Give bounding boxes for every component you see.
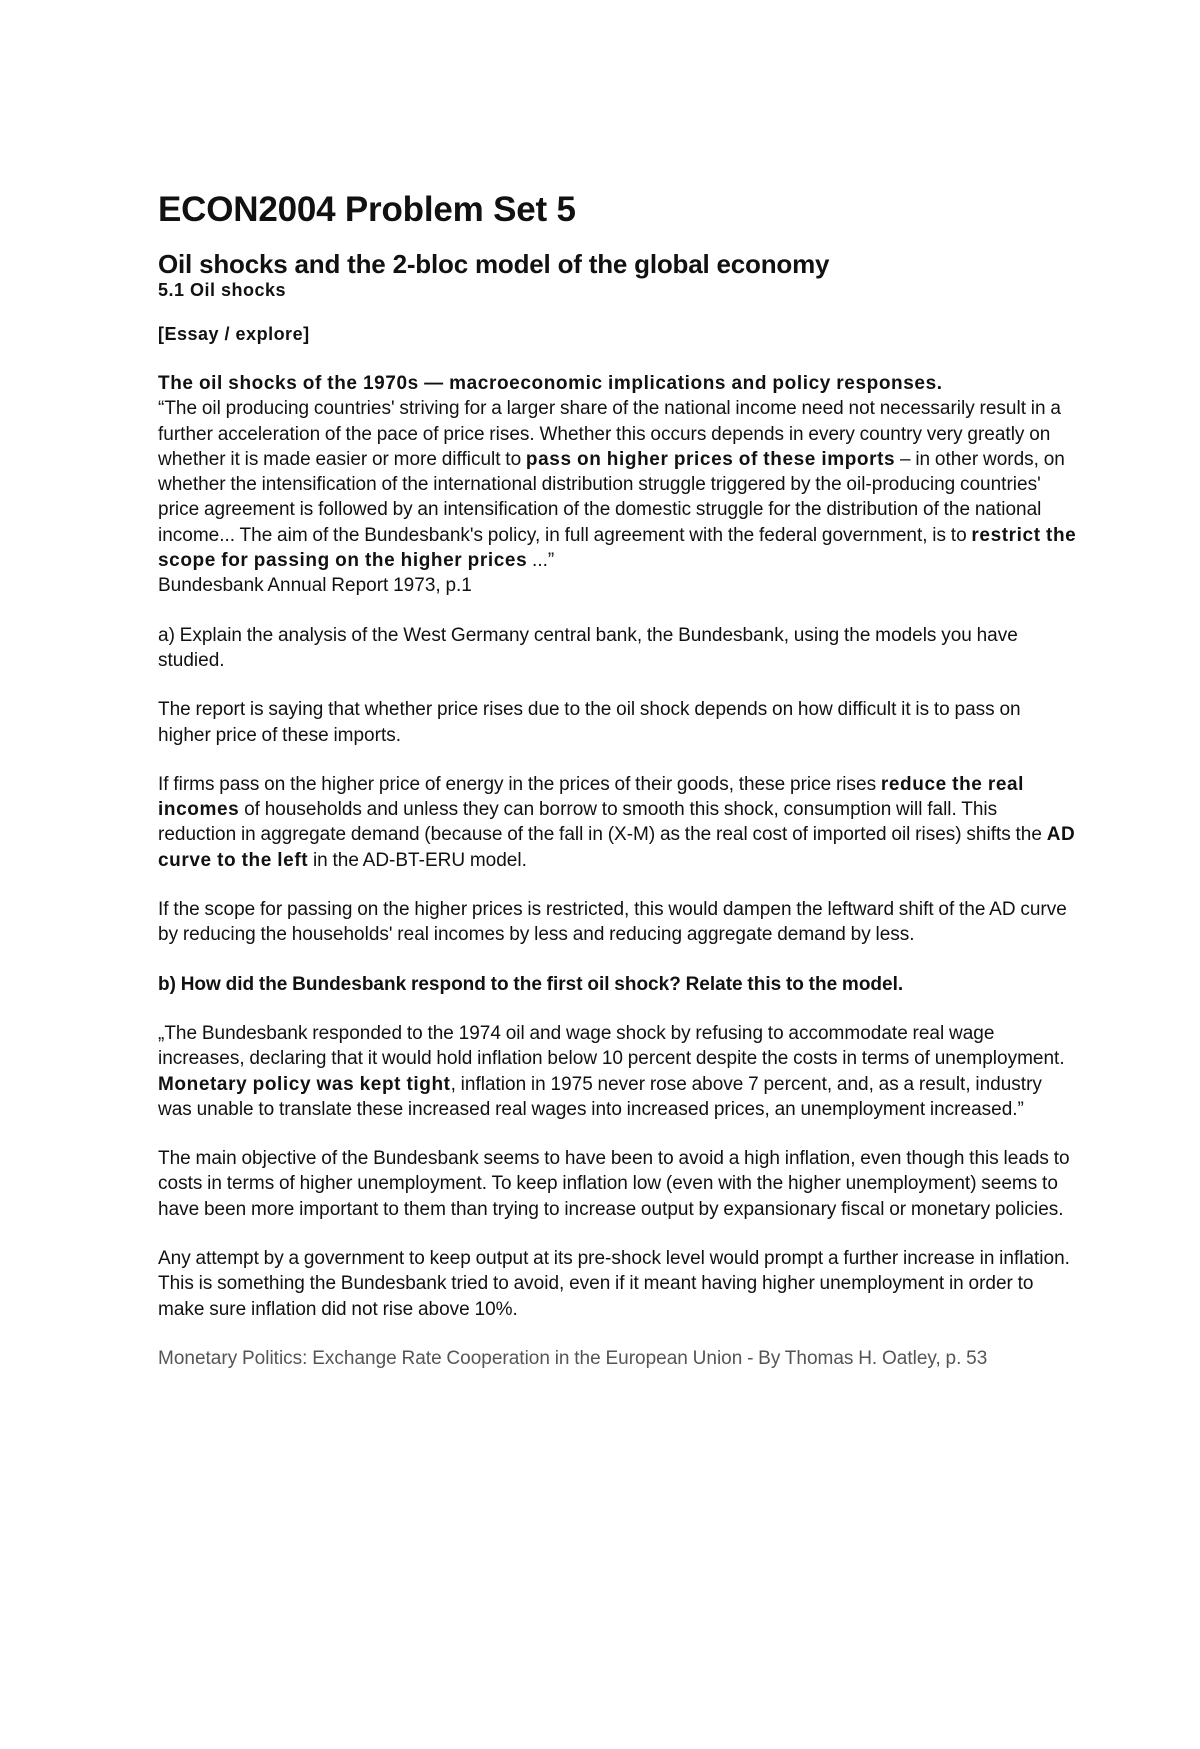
- quote-source: Bundesbank Annual Report 1973, p.1: [158, 575, 472, 597]
- quote-heading: The oil shocks of the 1970s — macroeconomic implications and policy responses.: [158, 373, 943, 394]
- answer-b-quote: „The Bundesbank responded to the 1974 oil and wage shock by refusing to accommodate real wage increases, declaring that it would hold inflation below 10 percent despite the costs in terms of unemployment. Monetary policy was kept tight, inflation in 1975 never rose above 7 percent, and, as a result, industry was unable to translate these increased real wages into increased prices, an unemployment increased.”: [158, 1022, 1065, 1120]
- question-a: a) Explain the analysis of the West Germany central bank, the Bundesbank, using the models you have studied.: [158, 624, 1018, 671]
- answer-b-paragraph-1: The main objective of the Bundesbank seems to have been to avoid a high inflation, even though this leads to costs in terms of higher unemployment. To keep inflation low (even with the higher unemployment) seems to have been more important to them than trying to increase output by expansionary fiscal or monetary policies.: [158, 1148, 1070, 1220]
- answer-a-paragraph-1: The report is saying that whether price rises due to the oil shock depends on how difficult it is to pass on higher price of these imports.: [158, 699, 1021, 746]
- document-title: ECON2004 Problem Set 5: [158, 190, 576, 229]
- document-subtitle: Oil shocks and the 2-bloc model of the global economy: [158, 249, 830, 279]
- question-b: b) How did the Bundesbank respond to the first oil shock? Relate this to the model.: [158, 973, 904, 995]
- section-heading: 5.1 Oil shocks: [158, 280, 287, 300]
- book-source: Monetary Politics: Exchange Rate Cooperation in the European Union - By Thomas H. Oatley, p. 53: [158, 1347, 988, 1369]
- answer-a-paragraph-3: If the scope for passing on the higher prices is restricted, this would dampen the leftward shift of the AD curve by reducing the households' real incomes by less and reducing aggregate demand by less.: [158, 899, 1067, 946]
- question-type-tag: [Essay / explore]: [158, 324, 310, 344]
- answer-a-paragraph-2: If firms pass on the higher price of energy in the prices of their goods, these price rises reduce the real incomes of households and unless they can borrow to smooth this shock, consumption will fall. This reduction in aggregate demand (because of the fall in (X-M) as the real cost of imported oil rises) shifts the AD curve to the left in the AD-BT-ERU model.: [158, 773, 1076, 871]
- document-page: [158, 190, 1078, 1395]
- bundesbank-quote: “The oil producing countries' striving for a larger share of the national income need not necessarily result in a further acceleration of the pace of price rises. Whether this occurs depends in every country very greatly on whether it is made easier or more difficult to pass on higher prices of these imports – in other words, on whether the intensification of the international distribution struggle triggered by the oil-producing countries' price agreement is followed by an intensification of the domestic struggle for the distribution of the national income... The aim of the Bundesbank's policy, in full agreement with the federal government, is to restrict the scope for passing on the higher prices ...”: [158, 398, 1077, 572]
- answer-b-paragraph-2: Any attempt by a government to keep output at its pre-shock level would prompt a further increase in inflation. This is something the Bundesbank tried to avoid, even if it meant having higher unemployment in order to make sure inflation did not rise above 10%.: [158, 1248, 1070, 1320]
